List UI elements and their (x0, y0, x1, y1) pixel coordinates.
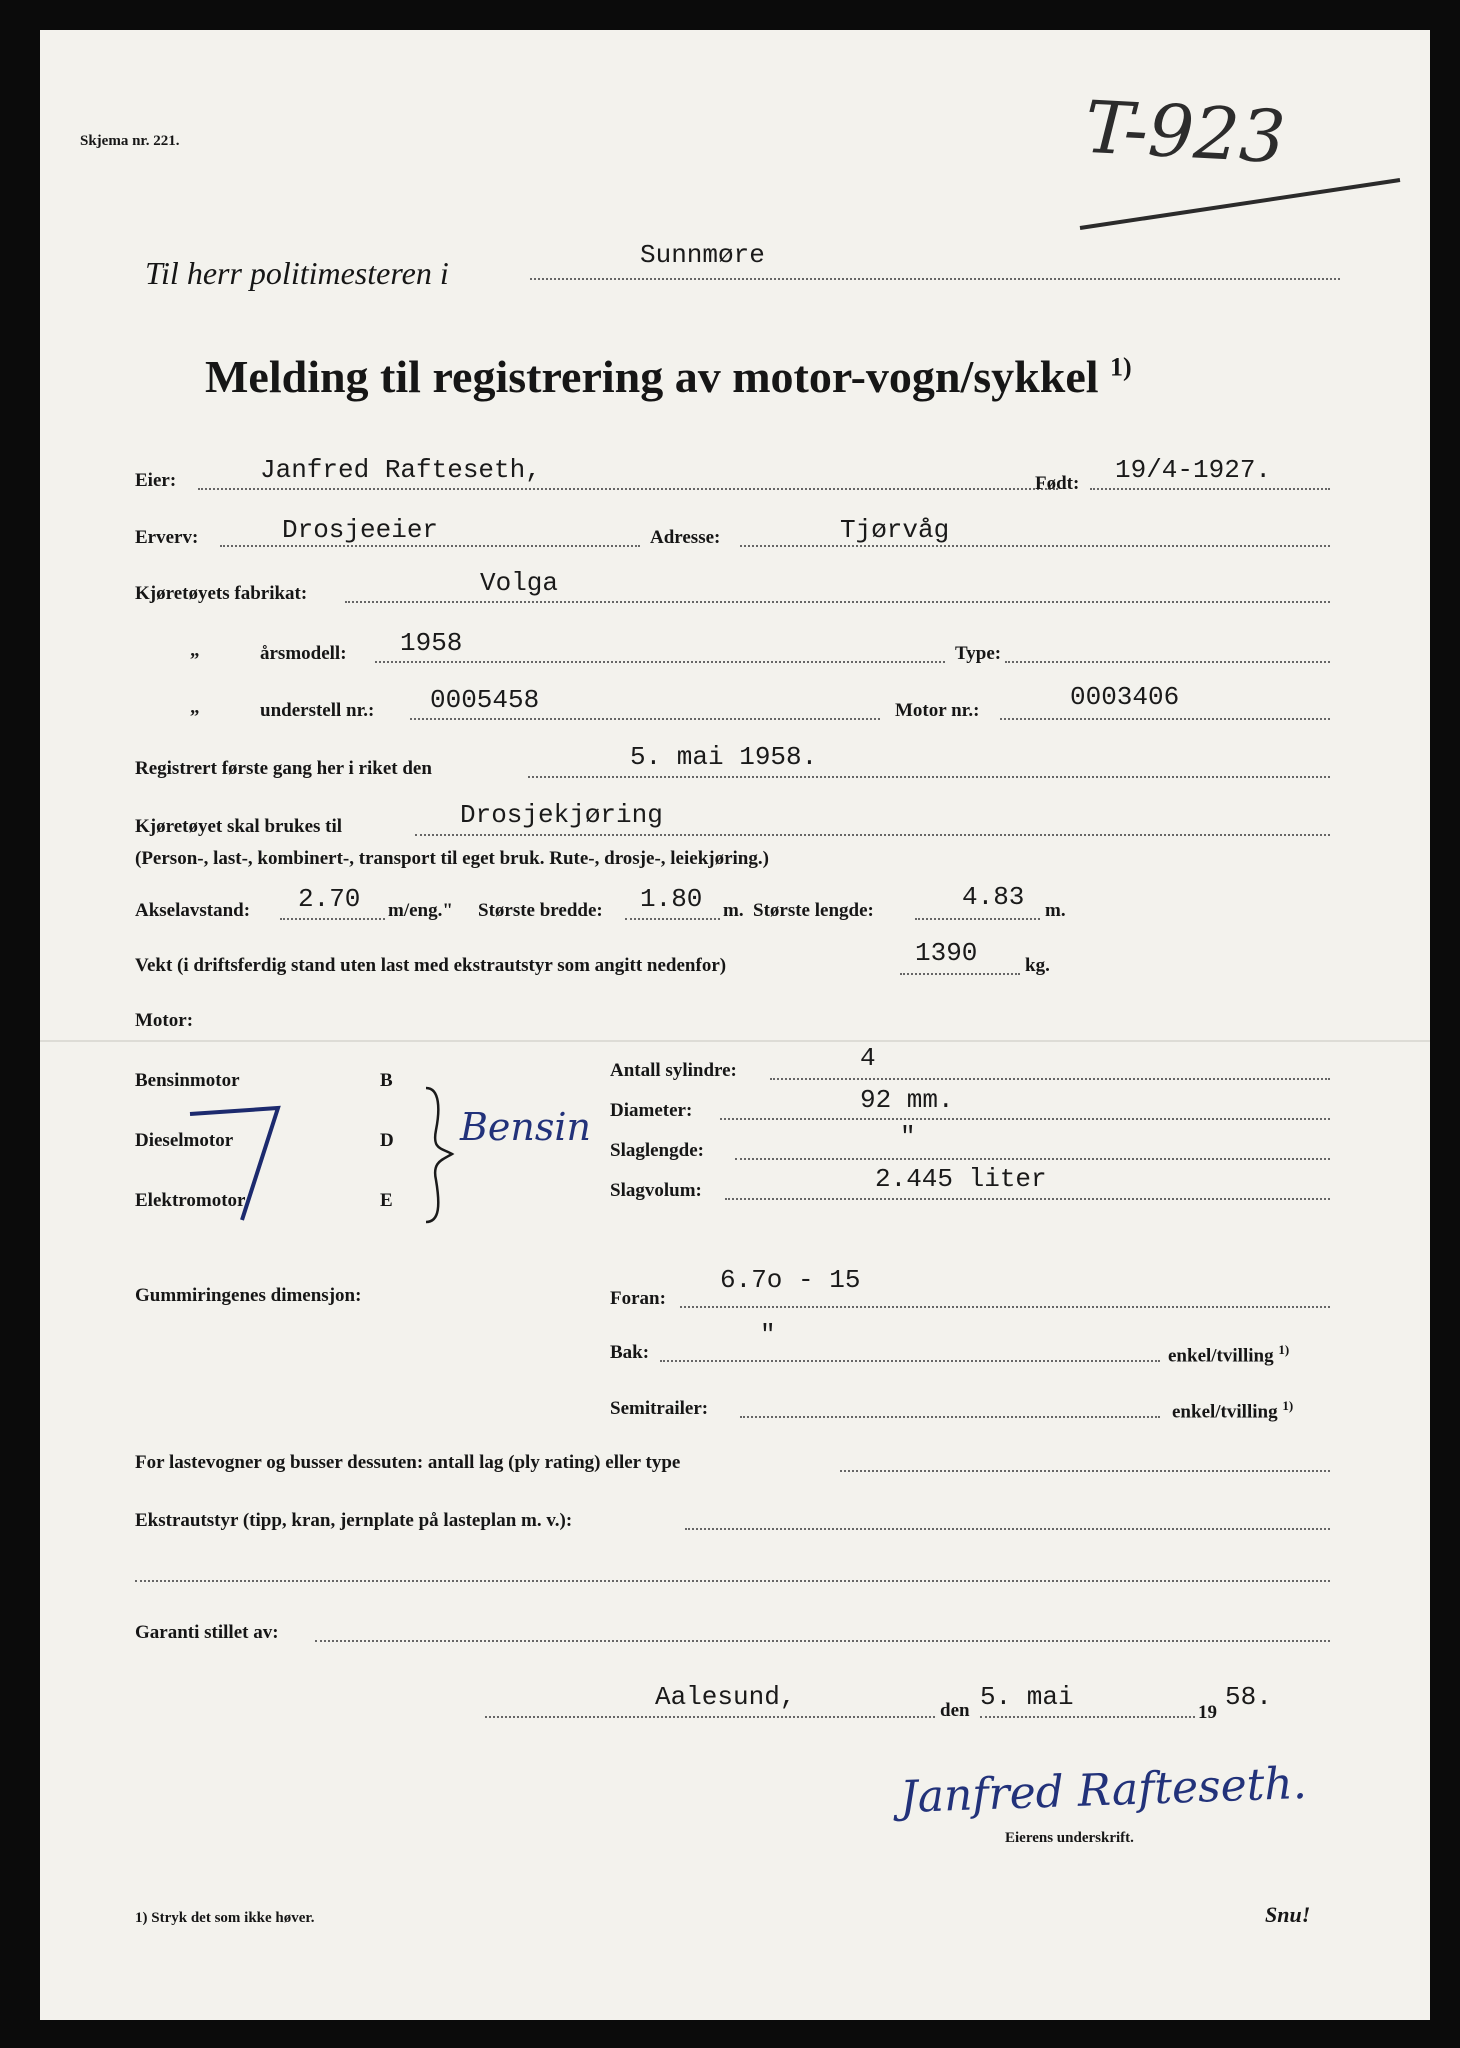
erverv-value: Drosjeeier (282, 515, 439, 545)
understell-label: understell nr.: (260, 700, 375, 721)
motornr-value: 0003406 (1070, 682, 1180, 712)
slagvolum-label: Slagvolum: (610, 1180, 702, 1201)
vekt-unit: kg. (1025, 955, 1050, 976)
erverv-label: Erverv: (135, 527, 199, 548)
vekt-label: Vekt (i driftsferdig stand uten last med ekstrautstyr som angitt nedenfor) (135, 955, 727, 976)
signature-label: Eierens underskrift. (1005, 1830, 1134, 1846)
brukes-value: Drosjekjøring (460, 800, 663, 830)
motor-type-name: Bensinmotor (135, 1070, 240, 1091)
bak-suffix: enkel/tvilling $^{1)}$ (1168, 1342, 1290, 1367)
brukes-label: Kjøretøyet skal brukes til (135, 816, 343, 837)
lastevogner-label: For lastevogner og busser dessuten: antall lag (ply rating) eller type (135, 1452, 681, 1473)
fodt-label: Født: (1035, 473, 1080, 494)
motor-type-code: B (380, 1070, 393, 1091)
garanti-label: Garanti stillet av: (135, 1622, 279, 1643)
diameter-label: Diameter: (610, 1100, 693, 1121)
den-label: den (940, 1700, 970, 1721)
fodt-value: 19/4-1927. (1115, 455, 1272, 485)
year-value: 58. (1225, 1682, 1272, 1712)
slaglengde-label: Slaglengde: (610, 1140, 704, 1161)
addressee-label: Til herr politimesteren i (145, 255, 449, 291)
slaglengde-value: " (900, 1122, 916, 1152)
motornr-label: Motor nr.: (895, 700, 980, 721)
bredde-unit: m. (723, 900, 744, 921)
bak-value: " (760, 1320, 776, 1350)
adresse-label: Adresse: (650, 527, 721, 548)
diameter-value: 92 mm. (860, 1085, 954, 1115)
archive-mark-underline (1070, 140, 1430, 250)
ekstrautstyr-label: Ekstrautstyr (tipp, kran, jernplate på lasteplan m. v.): (135, 1510, 573, 1531)
understell-value: 0005458 (430, 685, 540, 715)
bredde-label: Største bredde: (478, 900, 603, 921)
brukes-note: (Person-, last-, kombinert-, transport til eget bruk. Rute-, drosje-, leiekjøring.) (135, 848, 769, 869)
motor-type-name: Dieselmotor (135, 1130, 234, 1151)
semitrailer-label: Semitrailer: (610, 1398, 709, 1419)
motor-selection-marks (180, 1080, 600, 1230)
form-number: Skjema nr. 221. (80, 133, 180, 149)
eier-value: Janfred Rafteseth, (260, 455, 541, 485)
snu-label: Snu! (1265, 1902, 1311, 1927)
motor-type-name: Elektromotor (135, 1190, 246, 1211)
form-page (40, 30, 1430, 2020)
arsmodell-label: årsmodell: (260, 643, 347, 664)
akselavstand-label: Akselavstand: (135, 900, 251, 921)
arsmodell-value: 1958 (400, 628, 463, 658)
foran-value: 6.7o - 15 (720, 1265, 861, 1295)
bredde-value: 1.80 (640, 884, 703, 914)
registrert-label: Registrert første gang her i riket den (135, 758, 432, 779)
date-value: 5. mai (980, 1682, 1074, 1712)
sylindre-value: 4 (860, 1043, 876, 1073)
akselavstand-value: 2.70 (298, 884, 361, 914)
owner-signature: Janfred Rafteseth. (899, 1757, 1308, 1824)
akselavstand-unit: m/eng." (388, 900, 453, 921)
lengde-label: Største lengde: (753, 900, 874, 921)
quote-mark: „ (190, 697, 200, 718)
motor-label: Motor: (135, 1010, 194, 1031)
bak-label: Bak: (610, 1342, 650, 1363)
vekt-value: 1390 (915, 938, 978, 968)
fabrikat-label: Kjøretøyets fabrikat: (135, 583, 308, 604)
archive-mark: T-923 (1082, 84, 1288, 180)
motor-type-code: E (380, 1190, 393, 1211)
quote-mark: „ (190, 640, 200, 661)
lengde-unit: m. (1045, 900, 1066, 921)
motor-handwritten-choice: Bensin (460, 1105, 592, 1149)
fabrikat-value: Volga (480, 568, 559, 598)
lengde-value: 4.83 (962, 882, 1025, 912)
adresse-value: Tjørvåg (840, 515, 950, 545)
year-prefix: 19 (1198, 1702, 1217, 1723)
semitrailer-suffix: enkel/tvilling $^{1)}$ (1172, 1398, 1294, 1423)
tyres-label: Gummiringenes dimensjon: (135, 1285, 362, 1306)
fold-line (40, 1040, 1430, 1042)
sylindre-label: Antall sylindre: (610, 1060, 737, 1081)
foran-label: Foran: (610, 1288, 666, 1309)
motor-type-code: D (380, 1130, 394, 1151)
type-label: Type: (955, 643, 1002, 664)
addressee-value: Sunnmøre (640, 240, 765, 270)
place-value: Aalesund, (655, 1682, 796, 1712)
page-title: Melding til registrering av motor-vogn/sykkel $^{1)}$ (205, 351, 1132, 402)
slagvolum-value: 2.445 liter (875, 1164, 1047, 1194)
eier-label: Eier: (135, 470, 177, 491)
registrert-value: 5. mai 1958. (630, 742, 818, 772)
footnote: 1) Stryk det som ikke høver. (135, 1910, 315, 1926)
